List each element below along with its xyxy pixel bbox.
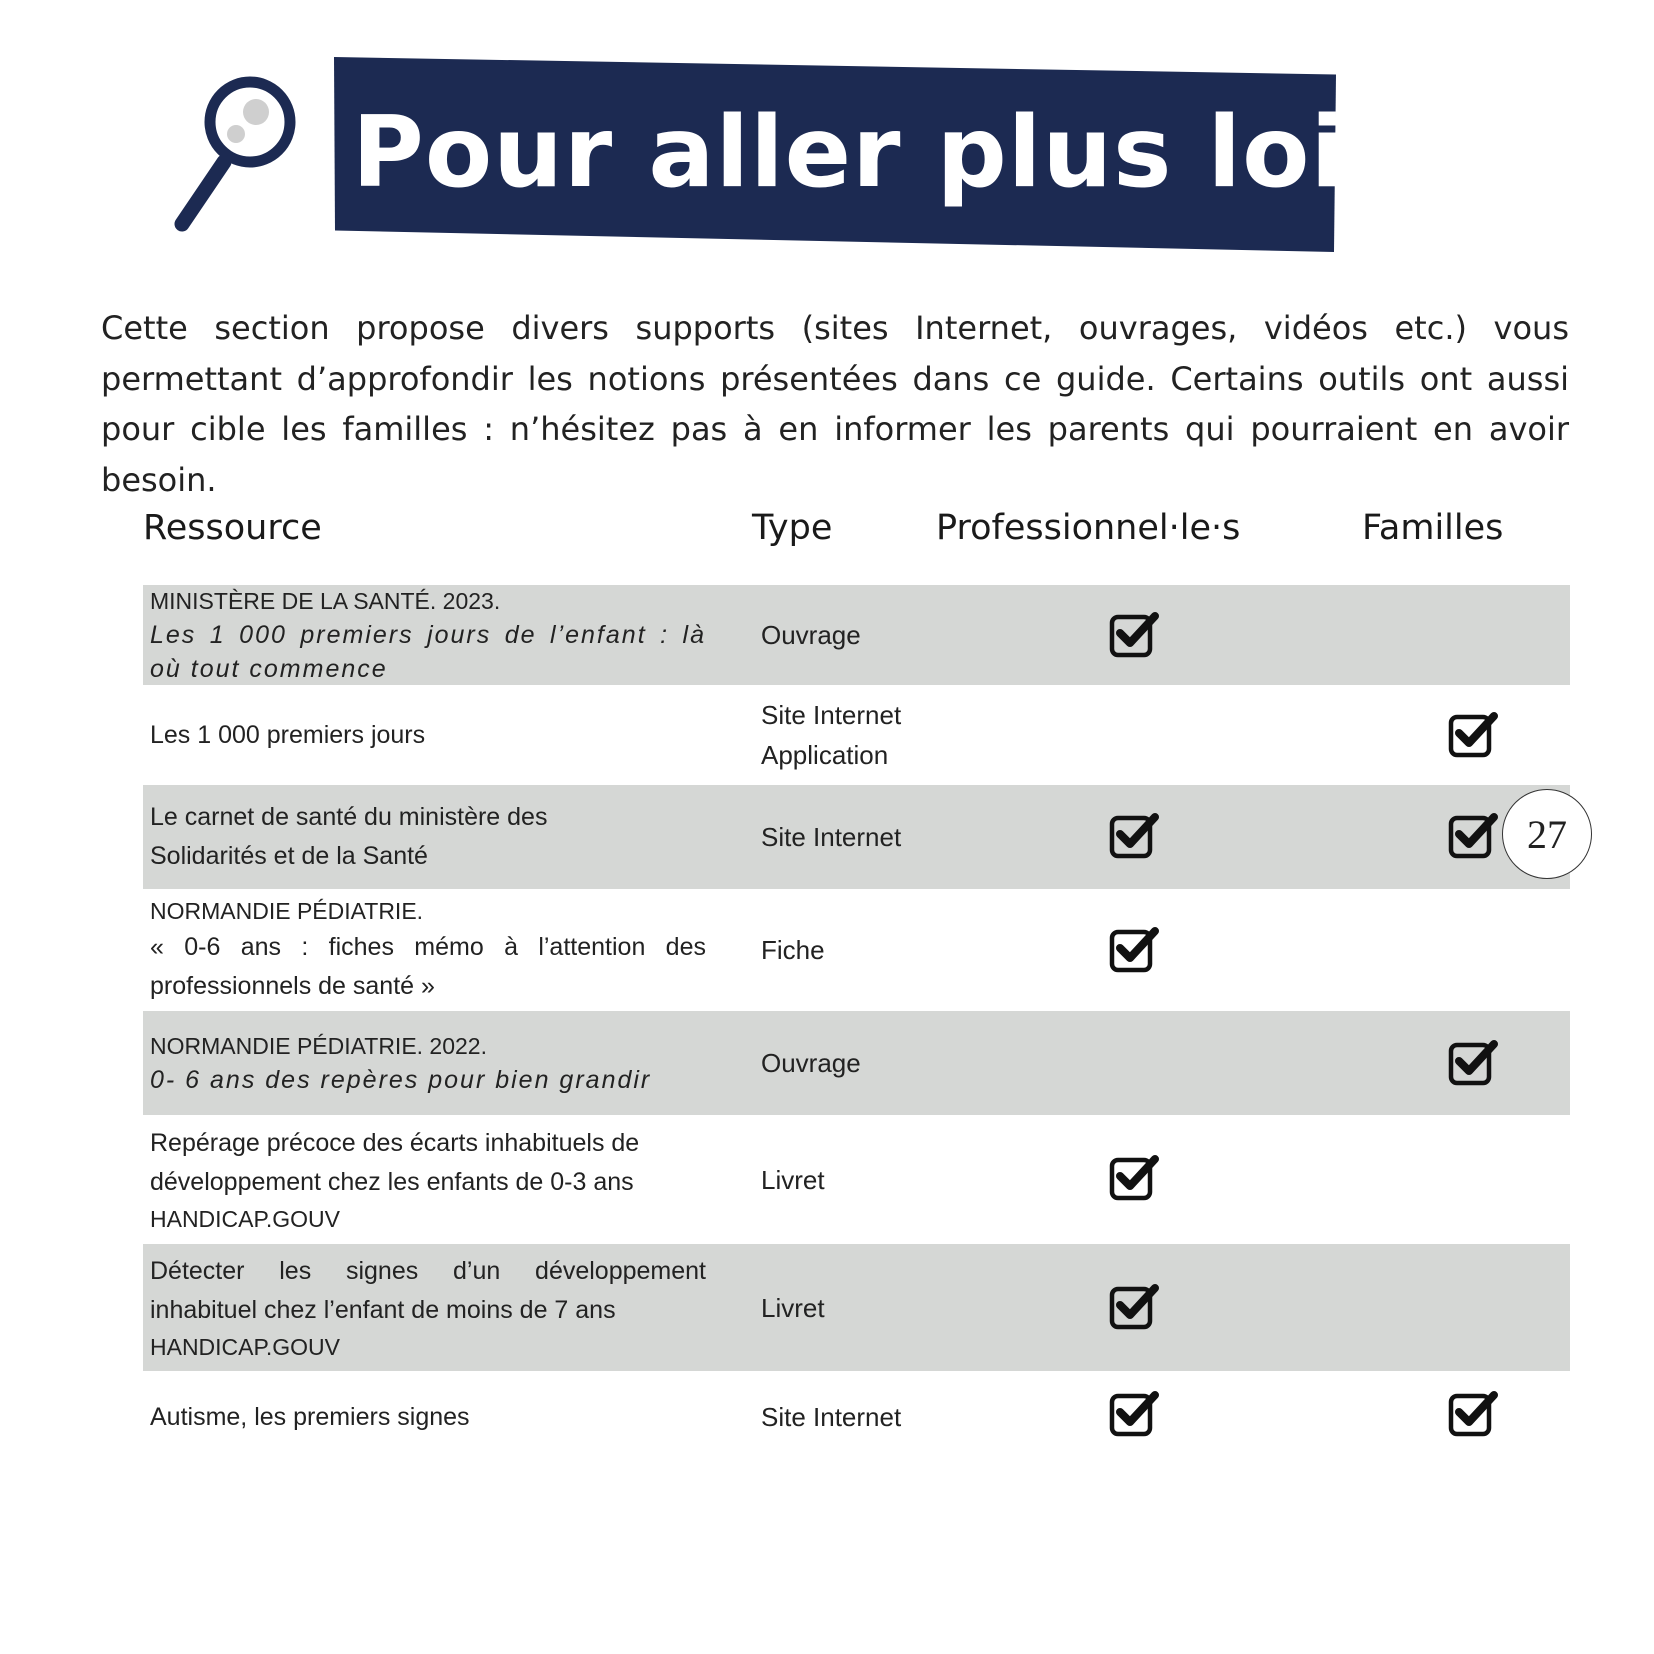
table-row xyxy=(143,785,1570,889)
type-cell xyxy=(761,585,961,685)
column-header-professionals: Professionnel·le·s xyxy=(936,508,1241,548)
checkbox-checked-icon xyxy=(1109,1391,1159,1437)
type-cell xyxy=(761,785,961,889)
resource-title: Les 1 000 premiers jours de l’enfant : là xyxy=(150,621,706,649)
checkbox-checked-icon xyxy=(1109,1284,1159,1330)
type-cell xyxy=(761,1011,961,1115)
resource-source: HANDICAP.GOUV xyxy=(150,1333,341,1360)
resource-title: Détecter les signes d’un développement xyxy=(150,1256,706,1285)
checkbox-checked-icon xyxy=(1109,927,1159,973)
type-cell xyxy=(761,889,961,1011)
resource-title: Le carnet de santé du ministère des xyxy=(150,803,548,831)
resource-source: HANDICAP.GOUV xyxy=(150,1205,341,1232)
resource-cell xyxy=(150,585,706,685)
resource-title: 0- 6 ans des repères pour bien grandir xyxy=(150,1066,652,1094)
type-label: Ouvrage xyxy=(761,620,861,650)
page-number-badge: 27 xyxy=(1502,789,1592,879)
column-header-families: Familles xyxy=(1362,508,1504,548)
type-label: Application xyxy=(761,740,889,770)
resource-title-cont: inhabituel chez l’enfant de moins de 7 ans xyxy=(150,1295,616,1324)
resource-cell xyxy=(150,1244,706,1371)
resource-title-cont: développement chez les enfants de 0-3 ans xyxy=(150,1167,634,1196)
checkbox-checked-icon xyxy=(1448,1040,1498,1086)
resource-title: « 0-6 ans : fiches mémo à l’attention des xyxy=(150,933,706,961)
checkbox-checked-icon xyxy=(1448,813,1498,859)
intro-paragraph: Cette section propose divers supports (sites Internet, ouvrages, vidéos etc.) vous permettant d’approfondir les notions présentées dans ce guide. Certains outils ont aussi pour cible les familles : n’hésitez pas à en informer les parents qui pourraient en avoir besoin. xyxy=(101,309,1569,499)
resource-title-cont: professionnels de santé » xyxy=(150,972,435,1000)
type-cell xyxy=(761,1115,961,1244)
resource-title: Les 1 000 premiers jours xyxy=(150,720,426,749)
resource-title-cont: Solidarités et de la Santé xyxy=(150,842,428,870)
resource-title: Repérage précoce des écarts inhabituels de xyxy=(150,1128,640,1157)
column-header-resource: Ressource xyxy=(143,508,322,548)
type-cell xyxy=(761,1371,961,1463)
checkbox-checked-icon xyxy=(1448,712,1498,758)
type-label: Livret xyxy=(761,1292,825,1323)
type-label: Livret xyxy=(761,1164,825,1195)
resource-cell xyxy=(150,785,706,889)
magnifying-glass-icon xyxy=(168,74,303,239)
resource-cell xyxy=(150,1115,706,1244)
type-label: Site Internet xyxy=(761,822,902,852)
table-row xyxy=(143,1244,1570,1371)
type-cell xyxy=(761,1244,961,1371)
type-label: Ouvrage xyxy=(761,1048,861,1078)
resource-author: NORMANDIE PÉDIATRIE. 2022. xyxy=(150,1033,487,1059)
resource-cell xyxy=(150,1371,706,1463)
checkbox-checked-icon xyxy=(1109,813,1159,859)
table-row xyxy=(143,585,1570,685)
checkbox-checked-icon xyxy=(1109,612,1159,658)
checkbox-checked-icon xyxy=(1448,1391,1498,1437)
type-label: Site Internet xyxy=(761,1402,902,1432)
table-row xyxy=(143,1011,1570,1115)
table-row xyxy=(143,1371,1570,1463)
resource-title-cont: où tout commence xyxy=(150,655,388,683)
table-row xyxy=(143,889,1570,1011)
table-row xyxy=(143,1115,1570,1244)
type-cell xyxy=(761,685,961,785)
type-label: Site Internet xyxy=(761,700,902,730)
checkbox-checked-icon xyxy=(1109,1155,1159,1201)
resource-cell xyxy=(150,1011,706,1115)
resource-author: NORMANDIE PÉDIATRIE. xyxy=(150,898,424,924)
type-label: Fiche xyxy=(761,935,825,965)
table-row xyxy=(143,685,1570,785)
resource-title: Autisme, les premiers signes xyxy=(150,1402,470,1431)
column-header-type: Type xyxy=(752,508,833,548)
page-title: Pour aller plus loin... xyxy=(352,96,1531,210)
resource-cell xyxy=(150,889,706,1011)
resource-author: MINISTÈRE DE LA SANTÉ. 2023. xyxy=(150,588,501,614)
resource-cell xyxy=(150,685,706,785)
